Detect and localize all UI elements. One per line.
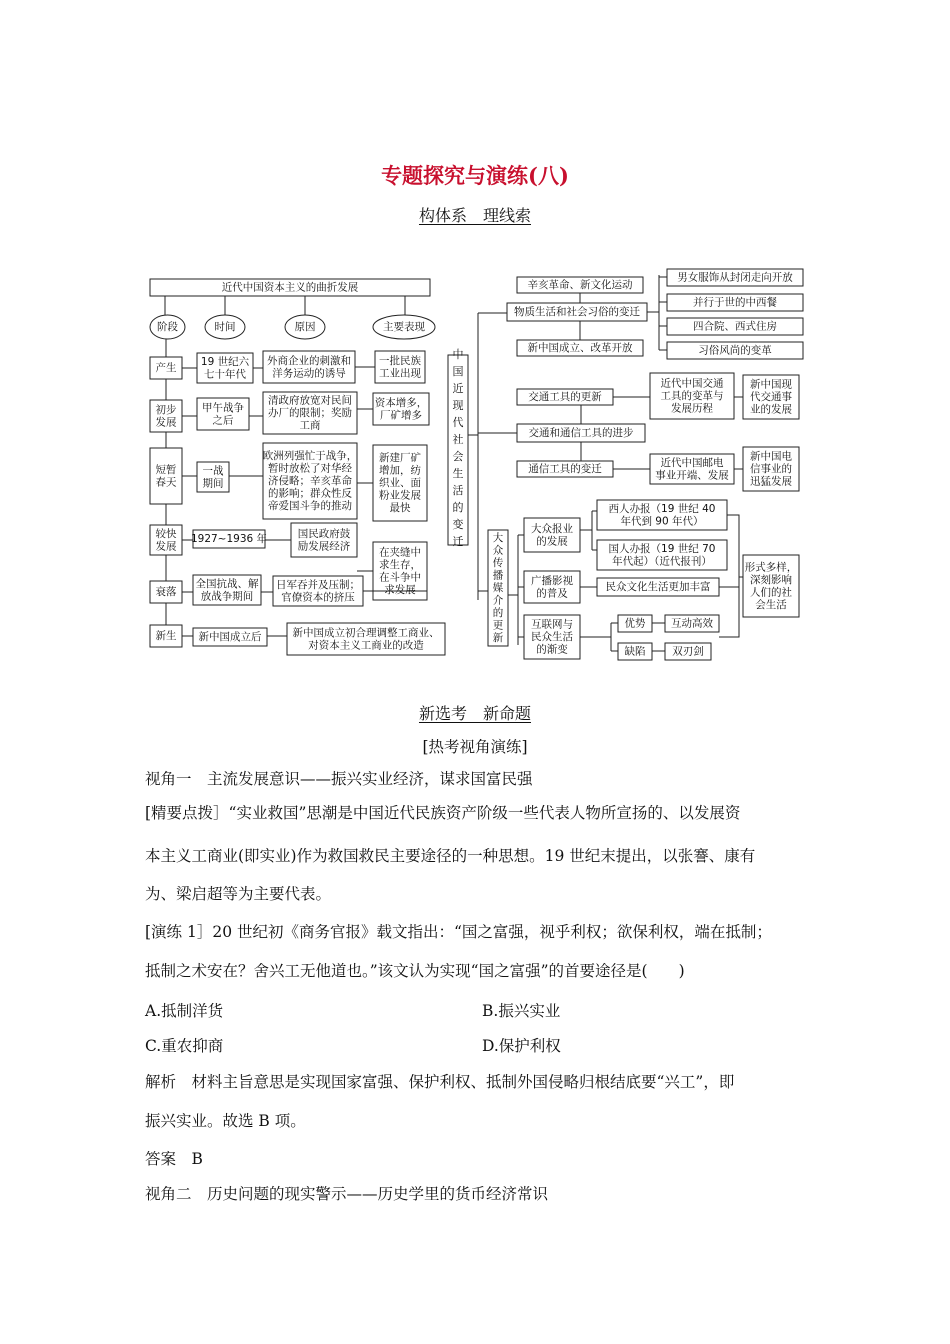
diagram-label: 发展: [155, 540, 177, 553]
diagram-label: 工具的变革与: [660, 390, 724, 403]
diagram-label: 一批民族: [379, 354, 421, 367]
diagram-label: 新中国成立、改革开放: [527, 342, 633, 355]
diagram-label: 双刃剑: [672, 645, 704, 658]
column-0: [150, 315, 185, 339]
diagram-label: 厂矿增多: [380, 409, 422, 422]
time-box: [191, 530, 268, 548]
diagram-label: 民众文化生活更加丰富: [605, 581, 711, 594]
diagram-label: 近代中国资本主义的曲折发展: [221, 281, 359, 294]
adv-a-box: [665, 615, 719, 632]
diagram-label: 社: [452, 432, 464, 446]
tip-line-1: [精要点拨］“实业救国”思潮是中国近代民族资产阶级一些代表人物所宣扬的、以发展资: [145, 804, 741, 822]
diagram-label: 的: [452, 500, 464, 514]
exercise-line-2: 抵制之术安在？舍兴工无他道也。”该文认为实现“国之富强”的首要途径是( ): [145, 962, 685, 980]
diagram-label: 办厂的限制；奖励: [268, 407, 352, 420]
diagram-label: 年代起）（近代报刊）: [612, 555, 712, 568]
comm-a-box: [650, 454, 734, 484]
stage-box: [150, 581, 182, 603]
diagram-label: 并行于世的中西餐: [693, 296, 777, 309]
diagram-label: 时间: [214, 321, 236, 334]
option-c[interactable]: C.重农抑商: [145, 1037, 224, 1055]
dis-a-box: [665, 643, 711, 660]
section-heading-1: 构体系 理线索: [418, 206, 531, 225]
analysis-line-1: 解析 材料主旨意思是实现国家富强、保护利权、抵制外国侵略归根结底要“兴工”，即: [145, 1073, 735, 1091]
diagram-label: 媒: [492, 582, 504, 595]
diagram-label: 中: [452, 347, 464, 361]
diagram-label: 物质生活和社会习俗的变迁: [514, 306, 640, 319]
diagram-label: 新中国成立初合理调整工商业、: [292, 626, 440, 639]
diagram-label: 新中国成立后: [198, 631, 262, 644]
press-b-box: [597, 540, 727, 570]
diagram-label: 人们的社: [750, 586, 792, 599]
diagram-label: 事业开端、发展: [655, 469, 729, 482]
diagram-label: 四合院、西式住房: [693, 320, 777, 333]
diagram-label: 一战: [202, 464, 224, 477]
show-box: [375, 351, 425, 383]
traffic-a-box: [650, 373, 734, 419]
time-box: [193, 628, 267, 646]
diagram-label: 欧洲列强忙于战争，: [262, 450, 358, 463]
angle-two: 视角二 历史问题的现实警示——历史学里的货币经济常识: [145, 1185, 549, 1203]
diagram-label: 的普及: [536, 587, 568, 600]
angle-one: 视角一 主流发展意识——振兴实业经济，谋求国富民强: [145, 770, 533, 788]
diagram-label: 缺陷: [624, 645, 646, 658]
media-result-box: [743, 555, 799, 617]
diagram-label: 对资本主义工商业的改造: [308, 639, 424, 652]
column-2: [285, 315, 325, 339]
diagram-label: 产生: [155, 362, 177, 375]
diagram-label: 互联网与: [531, 618, 573, 631]
diagram-label: 春天: [155, 476, 177, 489]
diagram-label: 阶段: [157, 321, 178, 334]
diagram-label: 求发展: [384, 583, 416, 596]
option-d[interactable]: D.保护利权: [482, 1037, 561, 1055]
diagram-label: 年代到 90 年代）: [620, 515, 704, 528]
option-a[interactable]: A.抵制洋货: [145, 1002, 224, 1020]
dis-box: [618, 643, 652, 660]
diagram-label: 通信工具的变迁: [528, 463, 602, 476]
diagram-label: 在夹缝中: [379, 546, 421, 559]
show-box: [373, 393, 429, 425]
analysis-line-2: 振兴实业。故选 B 项。: [145, 1112, 306, 1130]
diagram-label: 大: [492, 532, 504, 545]
diagram-label: 官僚资本的挤压: [281, 591, 355, 604]
diagram-label: 增加，纺: [379, 464, 421, 477]
answer: 答案 B: [145, 1150, 203, 1168]
option-b[interactable]: B.振兴实业: [482, 1002, 561, 1020]
diagram-label: 最快: [389, 502, 411, 515]
diagram-label: 活: [452, 483, 464, 497]
adv-box: [618, 615, 652, 632]
diagram-label: 较快: [155, 527, 177, 540]
diagram-label: 新: [492, 632, 504, 645]
diagram-label: 清政府放宽对民间: [268, 394, 352, 407]
diagram-label: 代: [452, 415, 464, 429]
diagram-label: 形式多样，: [744, 561, 798, 574]
radio-a-box: [597, 578, 719, 596]
stage-box: [150, 448, 182, 504]
stage-box: [150, 525, 182, 555]
time-box: [193, 575, 261, 605]
diagram-label: 洋务运动的诱导: [272, 367, 346, 380]
diagram-label: 的发展: [536, 535, 568, 548]
diagram-label: 现: [452, 398, 464, 412]
connector-line: [719, 515, 739, 637]
stage-box: [150, 357, 182, 379]
diagram-label: 日军吞并及压制；: [276, 578, 360, 591]
diagram-label: 介: [492, 594, 504, 607]
diagram-label: 帝爱国斗争的推动: [268, 500, 352, 513]
diagram-label: 交通工具的更新: [528, 391, 602, 404]
main-topic-box: [448, 347, 468, 548]
traffic-box: [517, 389, 613, 405]
diagram-label: 会生活: [755, 598, 787, 611]
diagram-label: 男女服饰从封闭走向开放: [677, 271, 793, 284]
diagram-label: 会: [452, 449, 464, 463]
diagram-label: 放战争期间: [200, 590, 254, 603]
diagram-label: 更: [492, 619, 504, 632]
cause-box: [273, 576, 363, 606]
diagram-label: 民众生活: [531, 631, 573, 644]
diagram-label: 辛亥革命、新文化运动: [527, 279, 633, 292]
diagram-label: 传: [492, 557, 504, 570]
diagram-label: 工商: [299, 419, 321, 432]
life-main-box: [507, 303, 647, 321]
section-heading-2: 新选考 新命题: [418, 704, 531, 723]
time-box: [197, 462, 229, 492]
diagram-label: 业的发展: [750, 403, 792, 416]
life-item-box: [667, 318, 803, 335]
diagram-label: 甲午战争: [202, 401, 244, 414]
diagram-label: 原因: [294, 321, 316, 334]
time-box: [197, 353, 253, 383]
diagram-label: 播: [492, 569, 504, 582]
diagram-label: 生: [452, 466, 464, 480]
diagram-label: 求生存，: [379, 558, 421, 571]
concept-diagram: [145, 265, 810, 665]
diagram-label: 西人办报（19 世纪 40: [608, 502, 716, 515]
diagram-label: 主要表现: [383, 321, 425, 334]
diagram-label: 迁: [452, 534, 464, 548]
diagram-label: 工业出现: [379, 367, 421, 380]
cause-box: [263, 392, 357, 434]
diagram-label: 在斗争中: [379, 571, 421, 584]
diagram-label: 优势: [624, 617, 646, 630]
exercise-line-1: [演练 1］20 世纪初《商务官报》载文指出：“国之富强，视乎利权；欲保利权，端在抵制；: [145, 923, 772, 941]
cause-box: [287, 623, 445, 655]
hot-heading: [热考视角演练]: [422, 738, 528, 756]
diagram-label: 代交通事: [750, 391, 792, 404]
diagram-label: 1927~1936 年: [190, 533, 268, 546]
cause-box: [291, 523, 357, 557]
cause-box: [263, 443, 358, 519]
stage-box: [150, 400, 182, 432]
diagram-label: 互动高效: [671, 617, 713, 630]
tip-line-3: 为、梁启超等为主要代表。: [145, 885, 332, 903]
cause-box: [263, 351, 355, 383]
diagram-label: 新建厂矿: [379, 452, 421, 465]
diagram-label: 衰落: [155, 586, 177, 599]
diagram-label: 发展: [155, 416, 177, 429]
diagram-label: 大众报业: [531, 522, 573, 535]
diagram-label: 习俗风尚的变革: [698, 344, 772, 357]
diagram-label: 的: [492, 607, 504, 620]
diagram-label: 深刻影响: [750, 573, 792, 586]
media-main-box: [488, 530, 508, 646]
diagram-label: 变: [452, 517, 464, 531]
radio-box: [524, 571, 580, 603]
diagram-label: 近代中国邮电: [660, 456, 724, 469]
show-box: [373, 445, 427, 521]
comm-b-box: [743, 447, 799, 491]
diagram-label: 之后: [212, 414, 234, 427]
diagram-label: 短暂: [155, 463, 177, 476]
press-a-box: [597, 500, 727, 530]
diagram-label: 织业、面: [379, 477, 421, 490]
stage-box: [150, 625, 182, 647]
diagram-label: 近: [452, 381, 464, 395]
diagram-label: 国民政府鼓: [297, 527, 351, 540]
diagram-label: 外商企业的刺激和: [267, 354, 351, 367]
diagram-label: 的渐变: [536, 643, 568, 656]
diagram-label: 发展历程: [671, 402, 713, 415]
diagram-label: 励发展经济: [297, 540, 351, 553]
diagram-label: 七十年代: [204, 368, 246, 381]
diagram-label: 全国抗战、解: [195, 577, 259, 590]
diagram-label: 新生: [155, 630, 177, 643]
life-bottom-box: [517, 340, 643, 356]
diagram-label: 广播影视: [531, 574, 573, 587]
diagram-label: 资本增多，: [374, 396, 428, 409]
diagram-label: 交通和通信工具的进步: [528, 427, 634, 440]
tip-line-2: 本主义工商业(即实业)作为救国救民主要途径的一种思想。19 世纪末提出，以张謇、康有: [145, 847, 756, 865]
diagram-label: 济侵略；辛亥革命: [268, 475, 352, 488]
diagram-label: 近代中国交通: [660, 377, 724, 390]
transport-hub-box: [517, 424, 645, 442]
life-item-box: [667, 294, 803, 311]
traffic-b-box: [743, 375, 799, 419]
life-top-box: [517, 277, 643, 293]
diagram-label: 国: [452, 364, 464, 378]
diagram-label: 新中国电: [750, 450, 792, 463]
diagram-label: 期间: [202, 477, 224, 490]
life-item-box: [667, 342, 803, 359]
diagram-header-left: [150, 279, 430, 296]
time-box: [197, 398, 249, 430]
diagram-label: 初步: [155, 403, 177, 416]
diagram-label: 粉业发展: [379, 489, 421, 502]
comm-box: [517, 461, 613, 477]
diagram-label: 众: [492, 544, 504, 557]
press-box: [524, 518, 580, 552]
diagram-label: 迅猛发展: [750, 475, 792, 488]
column-1: [205, 315, 245, 339]
diagram-label: 暂时放松了对华经: [268, 462, 352, 475]
net-box: [524, 615, 580, 659]
column-3: [373, 315, 435, 339]
page-title: 专题探究与演练(八): [381, 163, 569, 188]
diagram-label: 新中国现: [750, 378, 792, 391]
diagram-label: 19 世纪六: [200, 355, 250, 368]
diagram-label: 的影响；群众性反: [268, 487, 352, 500]
diagram-label: 国人办报（19 世纪 70: [608, 542, 716, 555]
diagram-label: 信事业的: [750, 463, 792, 476]
life-item-box: [667, 269, 803, 286]
